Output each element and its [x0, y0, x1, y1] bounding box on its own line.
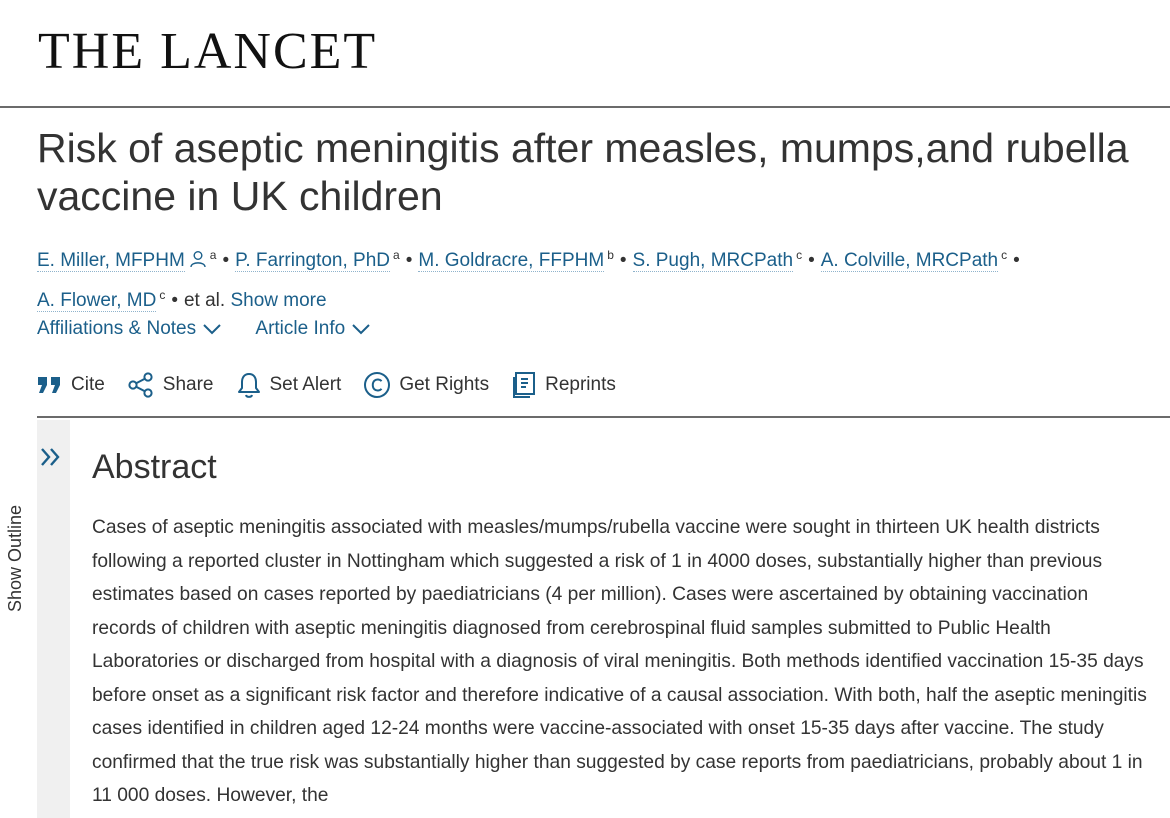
person-icon[interactable] — [189, 246, 207, 264]
author-link[interactable]: A. Flower, MD — [37, 290, 157, 311]
author-separator: • — [619, 250, 627, 271]
set-alert-button[interactable] — [236, 371, 342, 399]
show-outline-tab[interactable] — [37, 420, 70, 818]
affiliation-sup: b — [607, 248, 614, 262]
get-rights-button[interactable] — [363, 371, 489, 399]
article-info-row — [37, 318, 399, 340]
reprints-label: Reprints — [545, 374, 616, 395]
affiliation-sup: c — [1001, 248, 1008, 262]
chevron-down-icon — [351, 323, 371, 335]
article-info-label: Article Info — [255, 318, 346, 339]
header-divider — [0, 106, 1170, 108]
et-al-text: et al. — [183, 290, 226, 311]
author-separator: • — [405, 250, 413, 271]
author-link[interactable]: P. Farrington, PhD — [235, 250, 391, 271]
abstract-text: Cases of aseptic meningitis associated with measles/mumps/rubella vaccine were sought in thirteen UK health districts following a reported cluster in Nottingham which suggested a risk of 1 in 4000 doses, substantially higher than previous estimates based on cases reported by paediatricians (4 per million). Cases were ascertained by obtaining vaccination records of children with aseptic meningitis diagnosed from cerebrospinal fluid samples submitted to Public Health Laboratories or discharged from hospital with a diagnosis of viral meningitis. Both methods identified vaccination 15-35 days before onset as a significant risk factor and therefore indicative of a causal association. With both, half the aseptic meningitis cases identified in children aged 12-24 months were vaccine-associated with onset 15-35 days after vaccine. The study confirmed that the true risk was substantially higher than suggested by case reports from paediatricians, probably about 1 in 11 000 doses. However, the — [92, 517, 1147, 806]
quote-icon — [37, 375, 63, 395]
cite-button[interactable] — [37, 374, 105, 396]
show-more-authors-link[interactable]: Show more — [230, 290, 327, 311]
set-alert-label: Set Alert — [269, 374, 342, 395]
article-toolbar — [37, 371, 638, 399]
affiliation-sup: a — [209, 248, 217, 262]
share-button[interactable] — [127, 372, 214, 398]
get-rights-label: Get Rights — [399, 374, 490, 395]
affiliation-sup: a — [393, 248, 400, 262]
author-link[interactable]: S. Pugh, MRCPath — [632, 250, 794, 271]
author-link[interactable]: E. Miller, MFPHM — [37, 250, 185, 271]
share-label: Share — [162, 374, 214, 395]
chevron-down-icon — [202, 323, 222, 335]
bell-icon — [236, 371, 262, 399]
affiliations-toggle[interactable] — [37, 318, 222, 340]
author-link[interactable]: A. Colville, MRCPath — [820, 250, 999, 271]
author-separator: • — [1013, 250, 1020, 271]
reprints-icon — [511, 371, 537, 399]
author-separator: • — [222, 250, 230, 271]
author-separator: • — [808, 250, 815, 271]
article-title: Risk of aseptic meningitis after measles, mumps,and rubella vaccine in UK children — [37, 125, 1129, 219]
reprints-button[interactable] — [511, 371, 616, 399]
double-chevron-right-icon — [39, 446, 63, 468]
toolbar-divider — [37, 416, 1170, 418]
share-icon — [127, 372, 155, 398]
copyright-icon — [363, 371, 391, 399]
affiliation-sup: c — [159, 288, 166, 302]
author-link[interactable]: M. Goldracre, FFPHM — [418, 250, 605, 271]
author-list — [37, 238, 1147, 318]
show-outline-label: Show Outline — [5, 504, 25, 612]
cite-label: Cite — [71, 374, 105, 395]
journal-logo[interactable]: THE LANCET — [38, 23, 378, 80]
affiliations-label: Affiliations & Notes — [37, 318, 197, 339]
affiliation-sup: c — [796, 248, 803, 262]
abstract-heading: Abstract — [92, 448, 217, 486]
author-separator: • — [171, 290, 178, 311]
article-info-toggle[interactable] — [255, 318, 371, 340]
